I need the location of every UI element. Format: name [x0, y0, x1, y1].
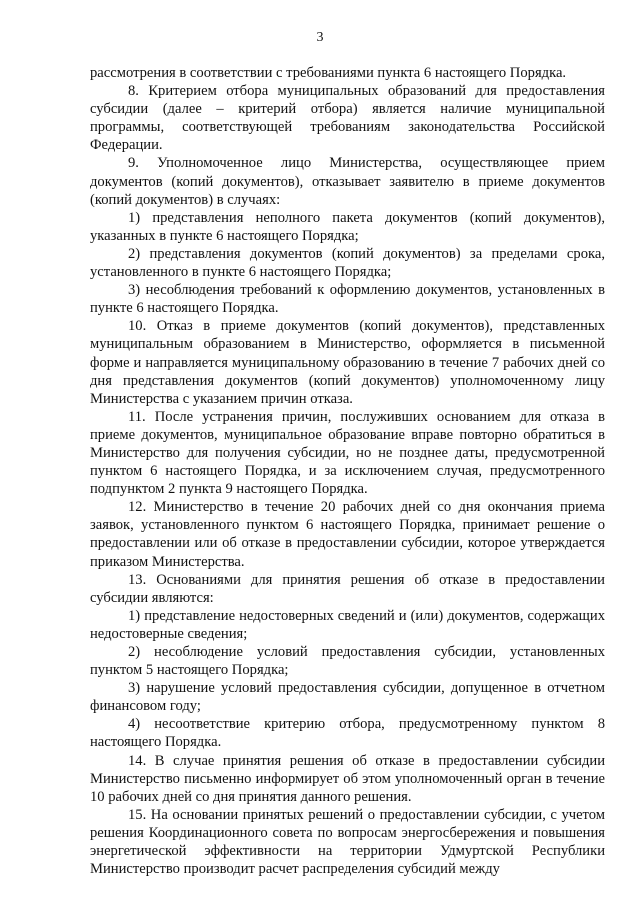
paragraph-item-13: 13. Основаниями для принятия решения об отказе в предоставлении субсидии являются: — [90, 571, 605, 606]
paragraph-item-14: 14. В случае принятия решения об отказе в предоставлении субсидии Министерство письменно информирует об этом уполномоченный орган в течение 10 рабочих дней со дня принятия данного решения. — [90, 752, 605, 805]
paragraph-item-13-sub-3: 3) нарушение условий предоставления субсидии, допущенное в отчетном финансовом году; — [90, 680, 605, 715]
paragraph-continuation: рассмотрения в соответствии с требованиями пункта 6 настоящего Порядка. — [90, 65, 567, 81]
paragraph-item-8: 8. Критерием отбора муниципальных образований для предоставления субсидии (далее – критерий отбора) является наличие муниципальной программы, соответствующей требованиям законодательства Российской Федерации. — [90, 83, 605, 154]
paragraph-item-9-sub-2: 2) представления документов (копий документов) за пределами срока, установленного в пункте 6 настоящего Порядка; — [90, 245, 605, 281]
paragraph-item-9-sub-1: 1) представления неполного пакета документов (копий документов), указанных в пункте 6 настоящего Порядка; — [90, 209, 605, 244]
paragraph-item-9-sub-3: 3) несоблюдения требований к оформлению документов, установленных в пункте 6 настоящего Порядка. — [90, 282, 605, 317]
paragraph-item-15: 15. На основании принятых решений о предоставлении субсидии, с учетом решения Координационного совета по вопросам энергосбережения и повышения энергетической эффективности на территории Удмуртской Республики Министерство производит расчет распределения субсидий между — [90, 806, 605, 878]
paragraph-item-13-sub-2: 2) несоблюдение условий предоставления субсидии, установленных пунктом 5 настоящего Порядка; — [90, 644, 605, 679]
page-number: 3 — [316, 30, 324, 45]
paragraph-item-11: 11. После устранения причин, послуживших основанием для отказа в приеме документов, муниципальное образование вправе повторно обратиться в Министерство для получения субсидии, но не позднее даты, предусмотренной пунктом 6 настоящего Порядка, и за исключением случая, предусмотренного подпунктом 2 пункта 9 настоящего Порядка. — [90, 408, 605, 498]
paragraph-item-12: 12. Министерство в течение 20 рабочих дней со дня окончания приема заявок, установленного пунктом 6 настоящего Порядка, принимает решение о предоставлении или об отказе в предоставлении субсидии, которое утверждается приказом Министерства. — [90, 499, 605, 570]
paragraph-item-9: 9. Уполномоченное лицо Министерства, осуществляющее прием документов (копий документов), отказывает заявителю в приеме документов (копий документов) в случаях: — [90, 155, 605, 208]
paragraph-item-13-sub-4: 4) несоответствие критерию отбора, предусмотренному пунктом 8 настоящего Порядка. — [90, 716, 605, 751]
document-body — [90, 64, 605, 878]
paragraph-item-13-sub-1: 1) представление недостоверных сведений и (или) документов, содержащих недостоверные сведения; — [90, 607, 605, 642]
paragraph-item-10: 10. Отказ в приеме документов (копий документов), представленных муниципальным образованием в Министерство, оформляется в письменной форме и направляется муниципальному образованию в течение 7 рабочих дней со дня представления документов (копий документов) уполномоченному лицу Министерства с указанием причин отказа. — [90, 318, 605, 407]
